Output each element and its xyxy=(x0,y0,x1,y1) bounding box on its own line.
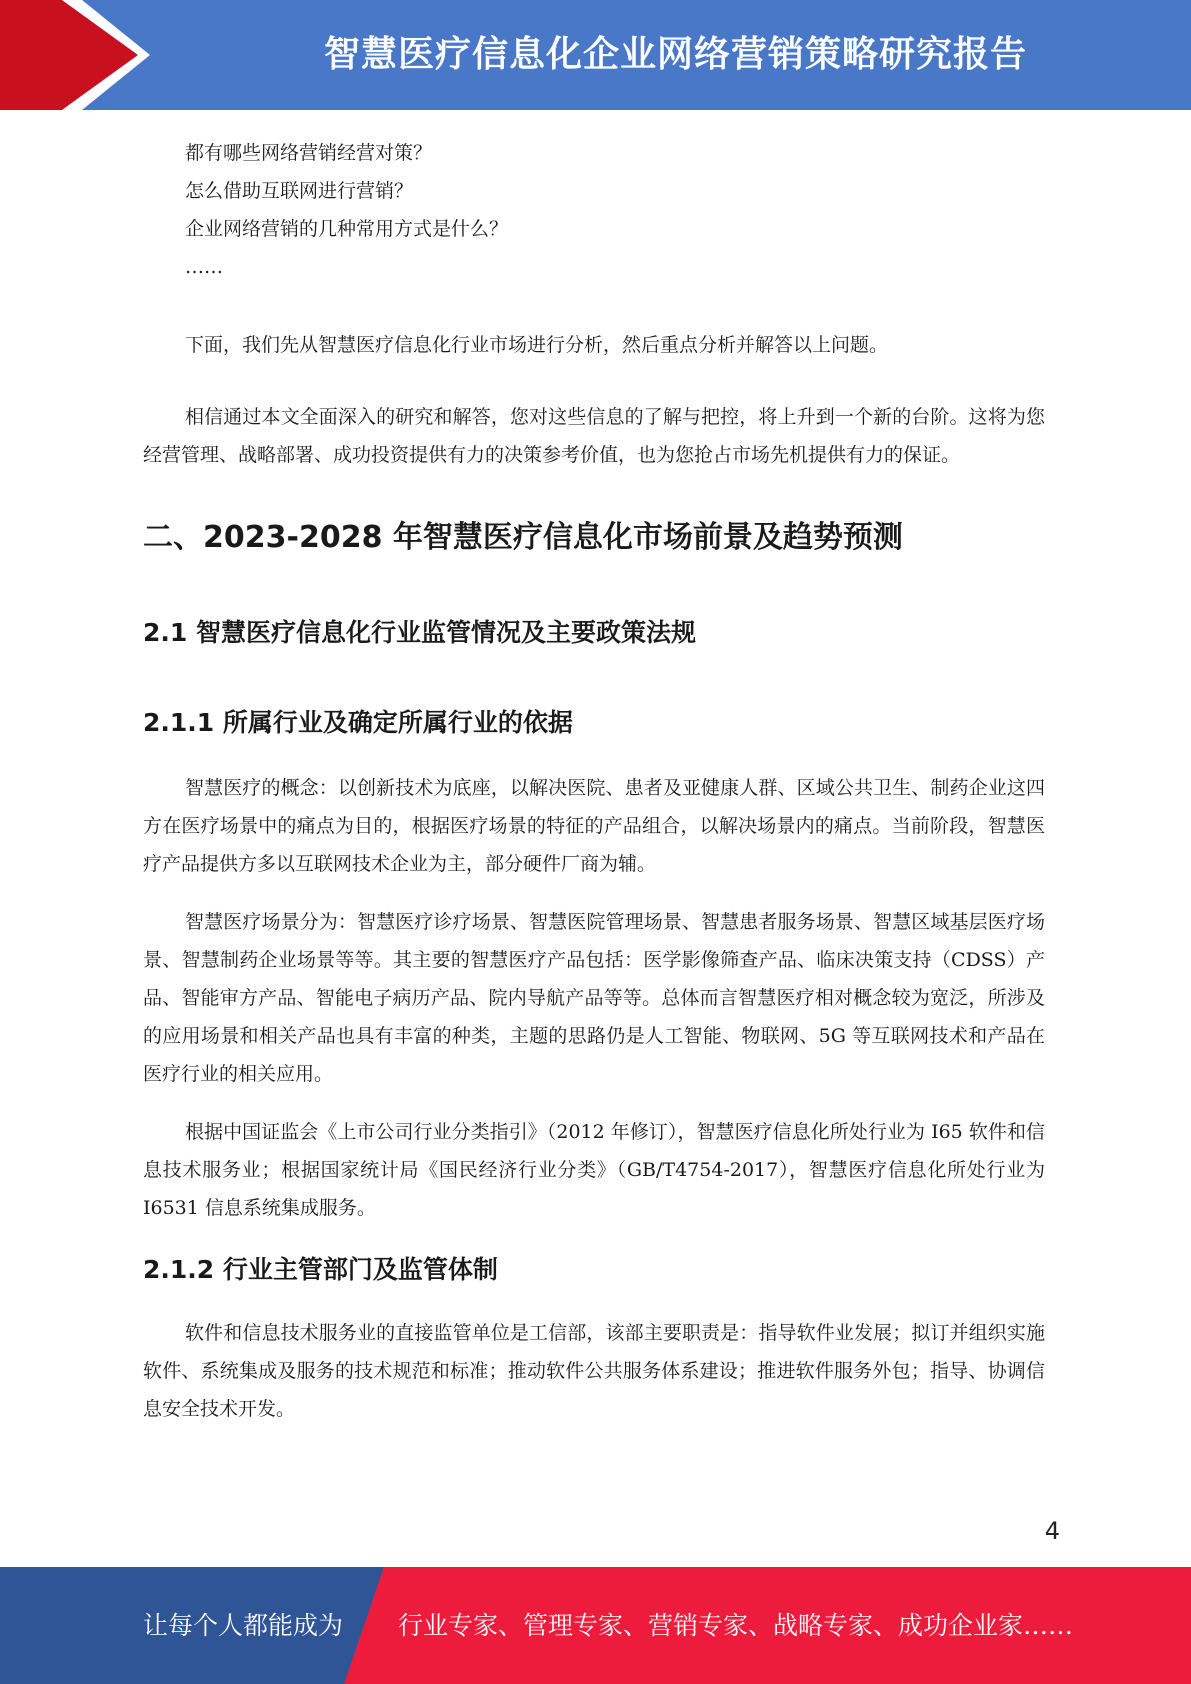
question-item: 企业网络营销的几种常用方式是什么？ xyxy=(185,218,509,240)
body-paragraph: 智慧医疗场景分为：智慧医疗诊疗场景、智慧医院管理场景、智慧患者服务场景、智慧区域基层医疗场景、智慧制药企业场景等等。其主要的智慧医疗产品包括：医学影像筛查产品、临床决策支持（CDSS）产品、智能审方产品、智能电子病历产品、院内导航产品等等。总体而言智慧医疗相对概念较为宽泛，所涉及的应用场景和相关产品也具有丰富的种类，主题的思路仍是人工智能、物联网、5G 等互联网技术和产品在医疗行业的相关应用。 xyxy=(143,911,1045,1085)
page-number: 4 xyxy=(1044,1517,1060,1545)
report-title: 智慧医疗信息化企业网络营销策略研究报告 xyxy=(323,34,1027,75)
question-list xyxy=(143,134,1045,286)
subsubsection-heading: 2.1.2 行业主管部门及监管体制 xyxy=(143,1255,498,1284)
subsubsection-heading: 2.1.1 所属行业及确定所属行业的依据 xyxy=(143,708,573,737)
body-paragraph: 智慧医疗的概念：以创新技术为底座，以解决医院、患者及亚健康人群、区域公共卫生、制药企业这四方在医疗场景中的痛点为目的，根据医疗场景的特征的产品组合，以解决场景内的痛点。当前阶段，智慧医疗产品提供方多以互联网技术企业为主，部分硬件厂商为辅。 xyxy=(143,777,1045,875)
footer-banner xyxy=(0,1567,1191,1684)
subsection-heading: 2.1 智慧医疗信息化行业监管情况及主要政策法规 xyxy=(143,618,696,647)
section-heading: 二、2023-2028 年智慧医疗信息化市场前景及趋势预测 xyxy=(143,520,903,555)
body-paragraph: 根据中国证监会《上市公司行业分类指引》（2012 年修订），智慧医疗信息化所处行业为 I65 软件和信息技术服务业；根据国家统计局《国民经济行业分类》（GB/T4754-2017），智慧医疗信息化所处行业为 I6531 信息系统集成服务。 xyxy=(143,1121,1045,1219)
page-content xyxy=(143,134,1045,1428)
footer-slogan-right: 行业专家、管理专家、营销专家、战略专家、成功企业家…… xyxy=(398,1611,1074,1640)
question-item: 都有哪些网络营销经营对策？ xyxy=(185,142,433,164)
header-banner xyxy=(0,0,1191,110)
question-ellipsis: …… xyxy=(185,256,223,278)
intro-paragraph: 相信通过本文全面深入的研究和解答，您对这些信息的了解与把控，将上升到一个新的台阶。这将为您经营管理、战略部署、成功投资提供有力的决策参考价值，也为您抢占市场先机提供有力的保证。 xyxy=(143,406,1045,466)
body-paragraph: 软件和信息技术服务业的直接监管单位是工信部，该部主要职责是：指导软件业发展；拟订并组织实施软件、系统集成及服务的技术规范和标准；推动软件公共服务体系建设；推进软件服务外包；指导、协调信息安全技术开发。 xyxy=(143,1322,1045,1420)
footer-slogan-left: 让每个人都能成为 xyxy=(143,1611,344,1640)
intro-paragraph: 下面，我们先从智慧医疗信息化行业市场进行分析，然后重点分析并解答以上问题。 xyxy=(185,334,889,356)
question-item: 怎么借助互联网进行营销？ xyxy=(185,180,414,202)
